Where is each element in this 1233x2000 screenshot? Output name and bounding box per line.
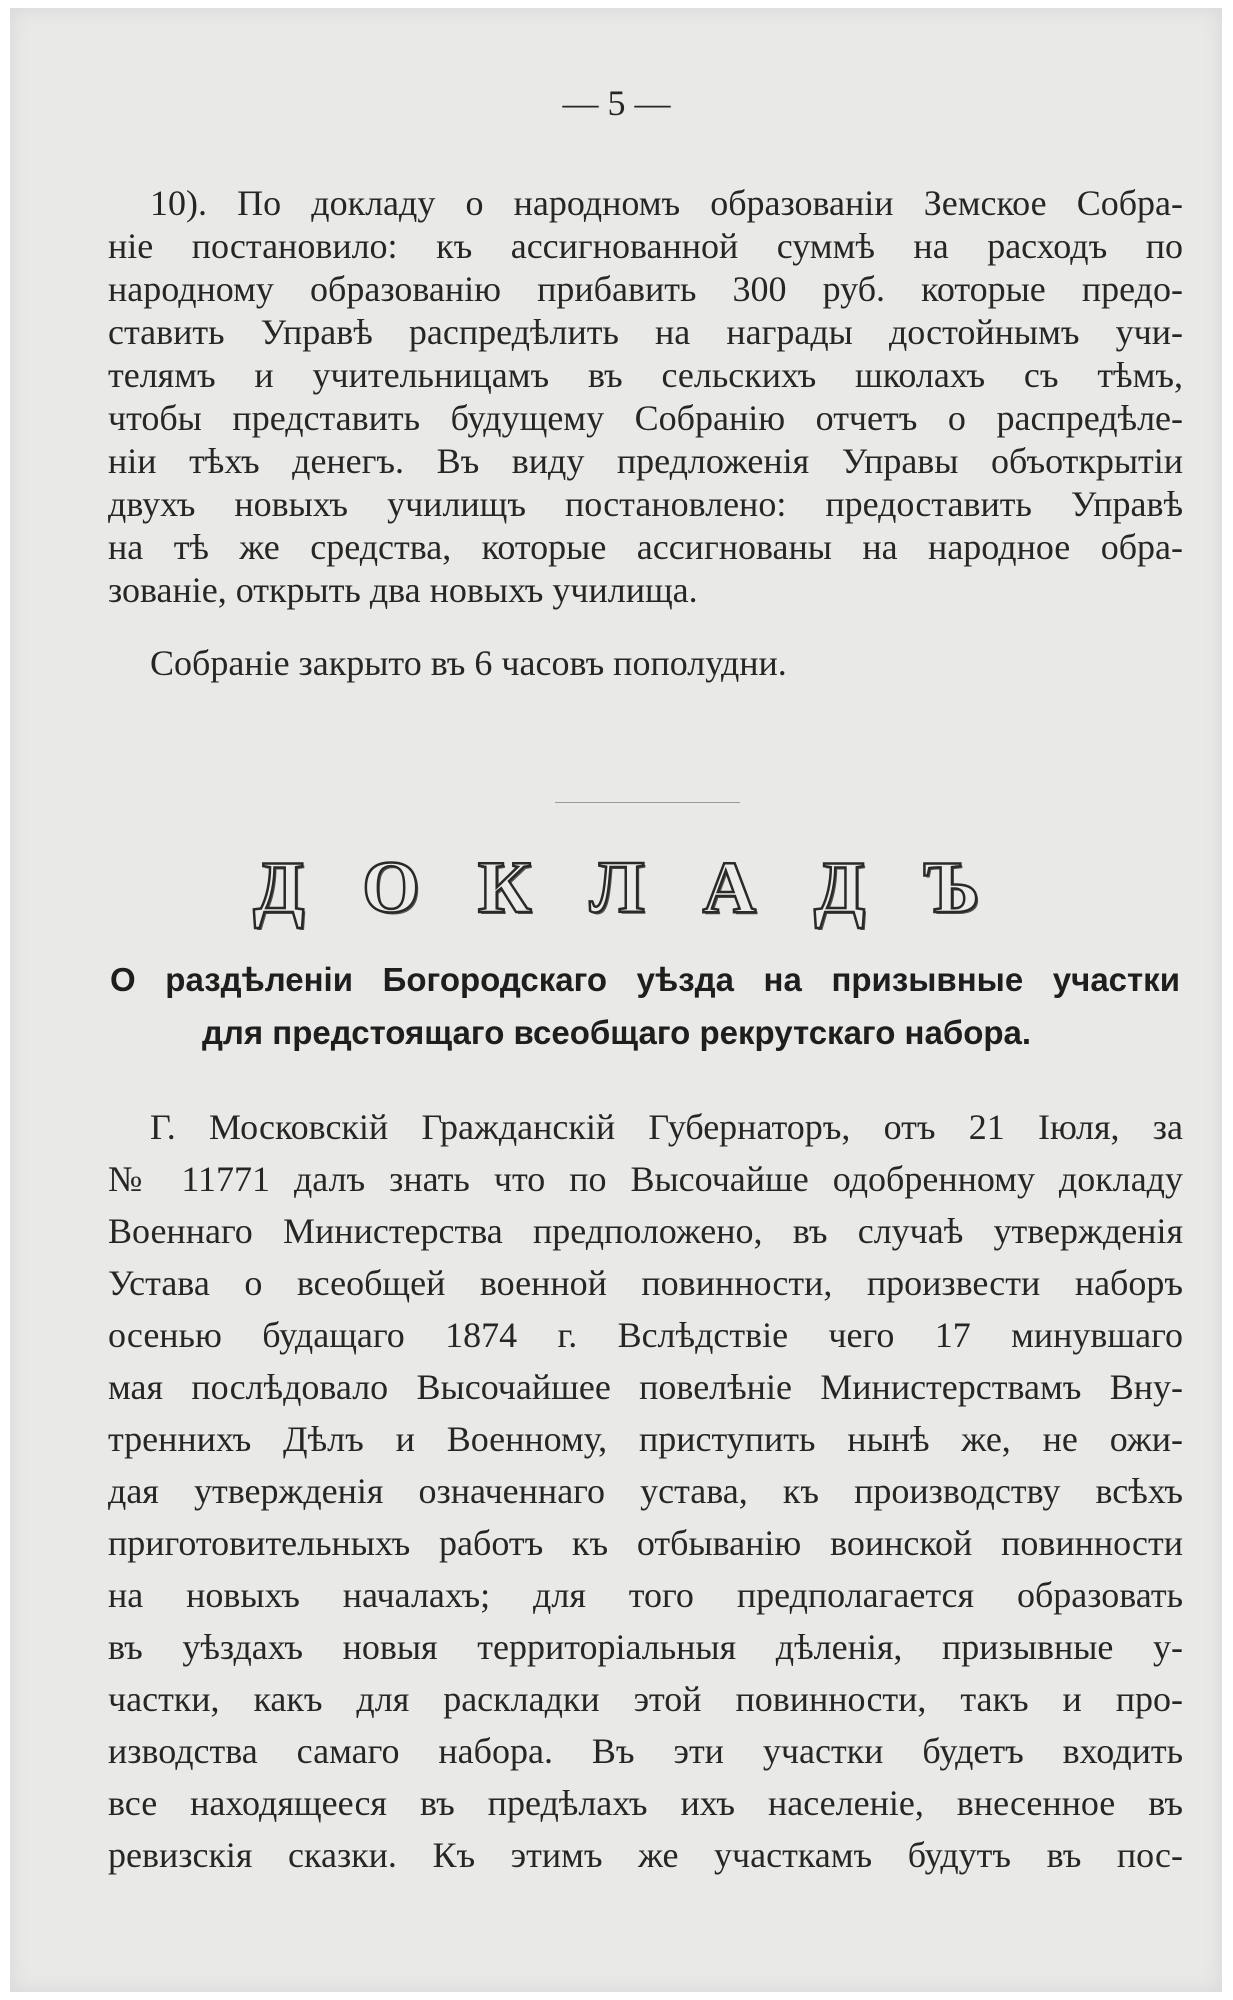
report-subtitle-line-2: для предстоящаго всеобщаго рекрутскаго набора.	[201, 1014, 1032, 1051]
text-line: телямъ и учительницамъ въ сельскихъ школахъ съ тѣмъ,	[108, 355, 1183, 395]
closing-line: Собраніе закрыто въ 6 часовъ пополудни.	[150, 643, 787, 683]
text-line: Г. Московскій Гражданскій Губернаторъ, отъ 21 Іюля, за	[150, 1107, 1183, 1147]
text-line: 10). По докладу о народномъ образованіи Земское Собра-	[150, 183, 1183, 223]
text-line: изводства самаго набора. Въ эти участки будетъ входить	[108, 1731, 1183, 1771]
page-number: — 5 —	[562, 83, 671, 123]
text-line: ніи тѣхъ денегъ. Въ виду предложенія Управы объоткрытіи	[108, 441, 1183, 481]
text-line: ставить Управѣ распредѣлить на награды достойнымъ учи-	[108, 312, 1183, 352]
text-line: ніе постановило: къ ассигнованной суммѣ на расходъ по	[108, 226, 1183, 266]
text-line: осенью будащаго 1874 г. Вслѣдствіе чего 17 минувшаго	[108, 1315, 1183, 1355]
text-line: все находящееся въ предѣлахъ ихъ населеніе, внесенное въ	[108, 1783, 1183, 1823]
text-line: Военнаго Министерства предположено, въ случаѣ утвержденія	[108, 1211, 1183, 1251]
text-line: народному образованію прибавить 300 руб. которые предо-	[108, 269, 1183, 309]
text-line: на тѣ же средства, которые ассигнованы на народное обра-	[108, 527, 1183, 567]
text-line: зованіе, открыть два новыхъ училища.	[108, 570, 698, 610]
text-line: приготовительныхъ работъ къ отбыванію воинской повинности	[108, 1523, 1183, 1563]
report-title: ДОКЛАДЪ	[253, 847, 1038, 929]
text-line: частки, какъ для раскладки этой повинности, такъ и про-	[108, 1679, 1183, 1719]
text-line: № 11771 далъ знать что по Высочайше одобренному докладу	[108, 1159, 1183, 1199]
text-line: чтобы представить будущему Собранію отчетъ о распредѣле-	[108, 398, 1183, 438]
separator-rule	[555, 802, 740, 803]
text-line: на новыхъ началахъ; для того предполагается образовать	[108, 1575, 1183, 1615]
text-line: ревизскія сказки. Къ этимъ же участкамъ будутъ въ пос-	[108, 1835, 1183, 1875]
report-subtitle-line-1: О раздѣленіи Богородскаго уѣзда на призывные участки	[110, 961, 1180, 998]
text-line: двухъ новыхъ училищъ постановлено: предоставить Управѣ	[108, 484, 1183, 524]
text-line: Устава о всеобщей военной повинности, произвести наборъ	[108, 1263, 1183, 1303]
text-line: въ уѣздахъ новыя территоріальныя дѣленія, призывные у-	[108, 1627, 1183, 1667]
text-line: мая послѣдовало Высочайшее повелѣніе Министерствамъ Вну-	[108, 1367, 1183, 1407]
text-line: треннихъ Дѣлъ и Военному, приступить нынѣ же, не ожи-	[108, 1419, 1183, 1459]
text-line: дая утвержденія означеннаго устава, къ производству всѣхъ	[108, 1471, 1183, 1511]
